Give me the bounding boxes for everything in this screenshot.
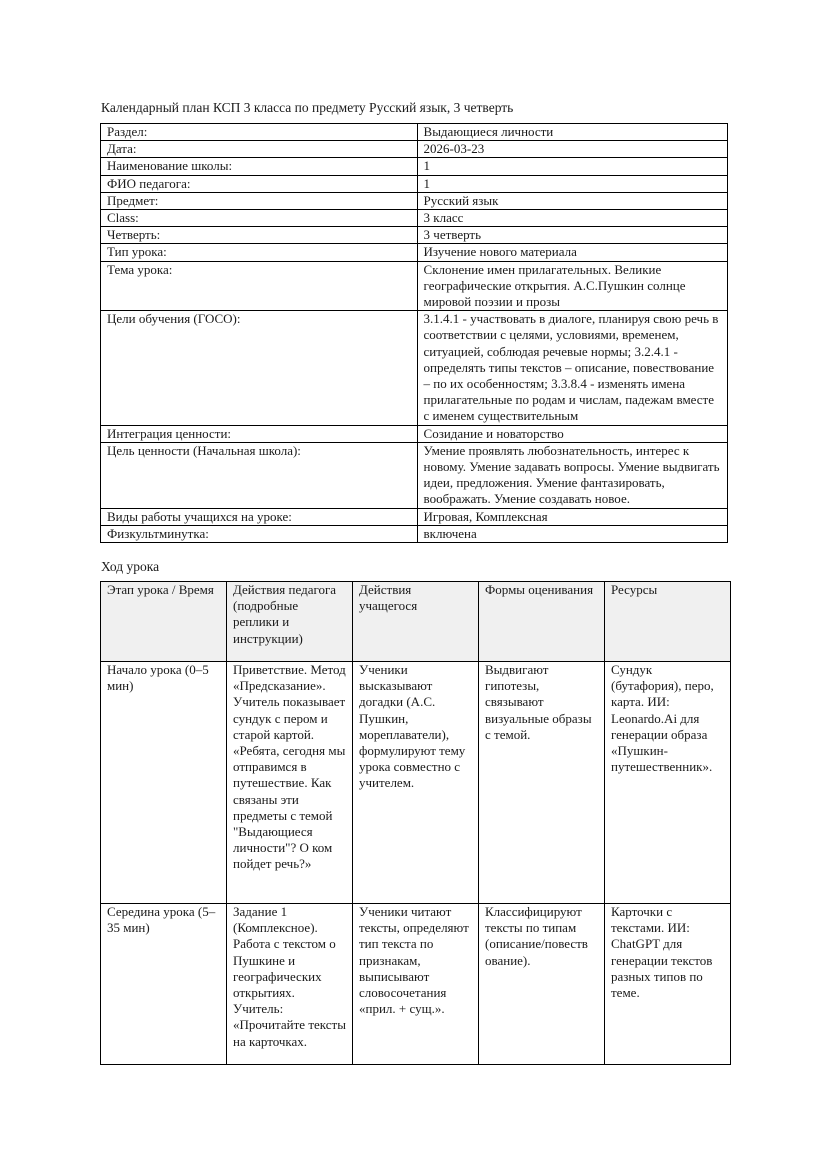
info-key: Предмет: bbox=[101, 192, 418, 209]
info-row bbox=[101, 244, 728, 261]
info-key: Интеграция ценности: bbox=[101, 425, 418, 442]
info-key: Цель ценности (Начальная школа): bbox=[101, 442, 418, 508]
cell-student-actions: Ученики читают тексты, определяют тип текста по признакам, выписывают словосочетания «прил. + сущ.». bbox=[353, 904, 479, 1065]
info-key: Раздел: bbox=[101, 124, 418, 141]
document-title: Календарный план КСП 3 класса по предмету Русский язык, 3 четверть bbox=[101, 100, 514, 115]
header-student-actions: Действия учащегося bbox=[353, 582, 479, 662]
info-row bbox=[101, 311, 728, 425]
info-row bbox=[101, 141, 728, 158]
info-row bbox=[101, 525, 728, 542]
cell-resources: Сундук (бутафория), перо, карта. ИИ: Leonardo.Ai для генерации образа «Пушкин-путешественник». bbox=[605, 662, 731, 904]
info-value: Изучение нового материала bbox=[417, 244, 727, 261]
cell-teacher-actions: Приветствие. Метод «Предсказание». Учитель показывает сундук с пером и старой картой. «Ребята, сегодня мы отправимся в путешествие. Как связаны эти предметы с темой "Выдающиеся личности"? О ком пойдет речь?» bbox=[227, 662, 353, 904]
info-key: Цели обучения (ГОСО): bbox=[101, 311, 418, 425]
cell-stage: Середина урока (5–35 мин) bbox=[101, 904, 227, 1065]
cell-student-actions: Ученики высказывают догадки (А.С. Пушкин, мореплаватели), формулируют тему урока совместно с учителем. bbox=[353, 662, 479, 904]
cell-stage: Начало урока (0–5 мин) bbox=[101, 662, 227, 904]
info-row bbox=[101, 261, 728, 311]
info-key: Четверть: bbox=[101, 227, 418, 244]
info-value: включена bbox=[417, 525, 727, 542]
info-key: Виды работы учащихся на уроке: bbox=[101, 508, 418, 525]
info-row bbox=[101, 175, 728, 192]
info-row bbox=[101, 442, 728, 508]
header-assessment: Формы оценивания bbox=[479, 582, 605, 662]
info-value: Русский язык bbox=[417, 192, 727, 209]
info-value: 3 четверть bbox=[417, 227, 727, 244]
info-key: Тема урока: bbox=[101, 261, 418, 311]
info-key: Class: bbox=[101, 210, 418, 227]
cell-assessment: Классифицируют тексты по типам (описание/повеств ование). bbox=[479, 904, 605, 1065]
info-row bbox=[101, 158, 728, 175]
info-row bbox=[101, 425, 728, 442]
lesson-info-table bbox=[100, 123, 728, 543]
cell-teacher-actions: Задание 1 (Комплексное). Работа с текстом о Пушкине и географических открытиях. Учитель: «Прочитайте тексты на карточках. bbox=[227, 904, 353, 1065]
table-row bbox=[101, 904, 731, 1065]
info-key: Тип урока: bbox=[101, 244, 418, 261]
table-row bbox=[101, 662, 731, 904]
lesson-plan-table bbox=[100, 581, 731, 1065]
info-value: Умение проявлять любознательность, интерес к новому. Умение задавать вопросы. Умение выдвигать идеи, предложения. Умение фантазировать, воображать. Умение создавать новое. bbox=[417, 442, 727, 508]
info-value: 2026-03-23 bbox=[417, 141, 727, 158]
info-value: 3.1.4.1 - участвовать в диалоге, планируя свою речь в соответствии с целями, условиями, временем, ситуацией, соблюдая речевые нормы; 3.2.4.1 - определять типы текстов – описание, повествование – по их особенностям; 3.3.8.4 - изменять имена прилагательные по родам и числам, падежам вместе с именем существительным bbox=[417, 311, 727, 425]
info-value: Склонение имен прилагательных. Великие географические открытия. А.С.Пушкин солнце мировой поэзии и прозы bbox=[417, 261, 727, 311]
info-key: Дата: bbox=[101, 141, 418, 158]
table-header-row bbox=[101, 582, 731, 662]
info-value: 3 класс bbox=[417, 210, 727, 227]
info-value: Выдающиеся личности bbox=[417, 124, 727, 141]
info-key: Наименование школы: bbox=[101, 158, 418, 175]
info-row bbox=[101, 227, 728, 244]
info-row bbox=[101, 124, 728, 141]
cell-resources: Карточки с текстами. ИИ: ChatGPT для генерации текстов разных типов по теме. bbox=[605, 904, 731, 1065]
info-value: Игровая, Комплексная bbox=[417, 508, 727, 525]
info-row bbox=[101, 192, 728, 209]
header-resources: Ресурсы bbox=[605, 582, 731, 662]
header-stage: Этап урока / Время bbox=[101, 582, 227, 662]
info-key: Физкультминутка: bbox=[101, 525, 418, 542]
info-key: ФИО педагога: bbox=[101, 175, 418, 192]
info-value: Созидание и новаторство bbox=[417, 425, 727, 442]
cell-assessment: Выдвигают гипотезы, связывают визуальные образы с темой. bbox=[479, 662, 605, 904]
info-row bbox=[101, 508, 728, 525]
info-row bbox=[101, 210, 728, 227]
lesson-flow-heading: Ход урока bbox=[101, 559, 160, 574]
info-value: 1 bbox=[417, 158, 727, 175]
header-teacher-actions: Действия педагога (подробные реплики и инструкции) bbox=[227, 582, 353, 662]
info-value: 1 bbox=[417, 175, 727, 192]
